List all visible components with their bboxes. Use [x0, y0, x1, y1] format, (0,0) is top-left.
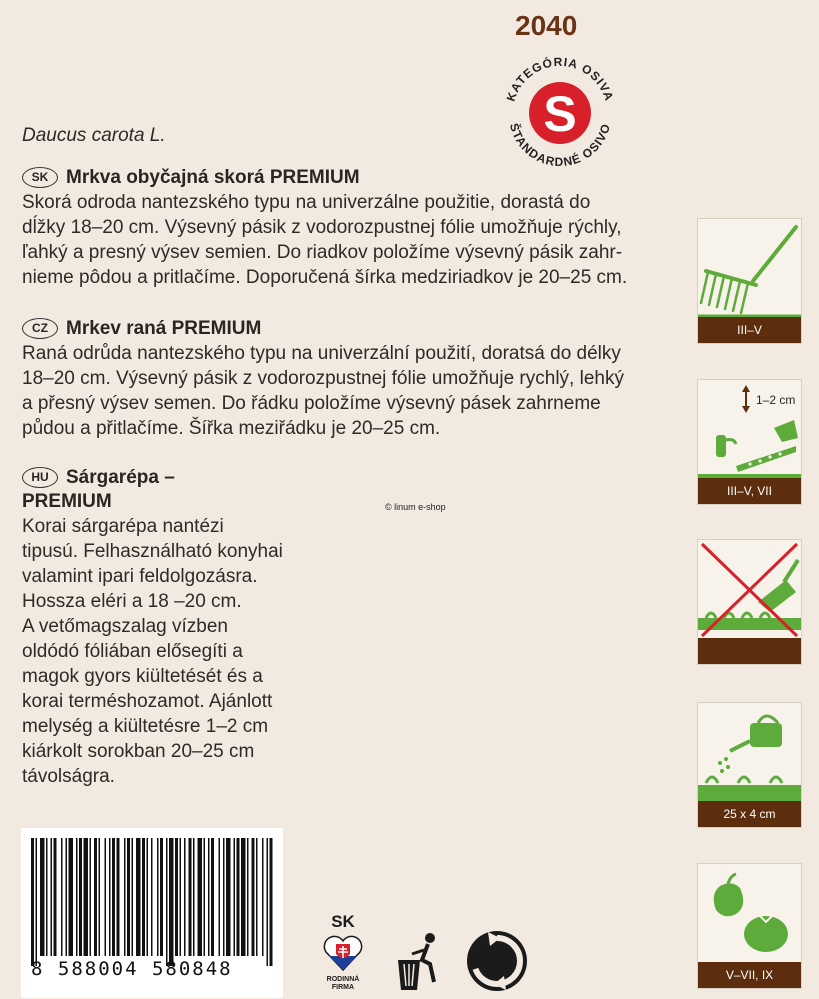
- section-sk-body: [22, 190, 627, 290]
- badge-cz: CZ: [22, 318, 58, 339]
- icon-label-rake: III–V: [698, 317, 801, 343]
- barcode-bar: [256, 838, 258, 956]
- barcode-bar: [226, 838, 231, 956]
- barcode-bar: [247, 838, 249, 956]
- barcode-bar: [112, 838, 115, 956]
- barcode-bar: [142, 838, 145, 956]
- icon-label-sowing-depth: III–V, VII: [698, 478, 801, 504]
- barcode-bar: [151, 838, 153, 956]
- barcode-bar: [157, 838, 159, 956]
- icon-card-no-transplant: [697, 539, 802, 665]
- barcode-bar: [270, 838, 273, 966]
- text-line: távolságra.: [22, 766, 115, 787]
- barcode-bar: [180, 838, 182, 956]
- depth-label: 1–2 cm: [756, 393, 796, 407]
- section-hu: [22, 467, 283, 789]
- sowing-depth-icon: [698, 380, 801, 480]
- family-label-2: FIRMA: [331, 984, 355, 991]
- barcode-bar: [84, 838, 89, 956]
- text-line: půdou a přitlačíme. Šířka meziřádku je 20–25 cm.: [22, 418, 441, 439]
- barcode-bar: [208, 838, 210, 956]
- barcode-bar: [211, 838, 214, 956]
- barcode-bar: [109, 838, 111, 956]
- section-hu-title: [22, 467, 283, 489]
- text-line: Korai sárgarépa nantézi: [22, 516, 224, 537]
- family-label-1: RODINNÁ: [326, 976, 360, 983]
- text-line: Hossza eléri a 18 –20 cm.: [22, 591, 242, 612]
- barcode-bar: [127, 838, 130, 956]
- text-line: Skorá odroda nantezského typu na univerzálne použitie, dorastá do: [22, 192, 591, 213]
- icon-label-watering: 25 x 4 cm: [698, 801, 801, 827]
- barcode-bar: [175, 838, 178, 956]
- copyright-text: © linum e-shop: [385, 502, 446, 512]
- barcode-bar: [76, 838, 78, 956]
- trash-bin-icon: [394, 930, 444, 994]
- section-cz-body: [22, 341, 624, 441]
- section-sk-title: [22, 167, 627, 189]
- barcode-bar: [237, 838, 240, 956]
- barcode-bar: [198, 838, 203, 956]
- barcode-bar: [184, 838, 186, 956]
- barcode-bar: [69, 838, 74, 956]
- sk-flag-heart-icon: [321, 932, 365, 972]
- barcode-bar: [117, 838, 120, 956]
- title-cz: Mrkev raná PREMIUM: [66, 318, 262, 339]
- sk-family-logo: [321, 912, 365, 992]
- text-line: kiárkolt sorokban 20–25 cm: [22, 741, 255, 762]
- barcode-bar: [51, 838, 53, 956]
- barcode-bar: [241, 838, 246, 956]
- latin-name: Daucus carota L.: [22, 125, 166, 146]
- text-line: korai terméshozamot. Ajánlott: [22, 691, 273, 712]
- barcode-bar: [66, 838, 68, 956]
- recycling-icon: [466, 930, 528, 992]
- barcode-bar: [160, 838, 163, 956]
- barcode-bar: [204, 838, 206, 956]
- watering-can-icon: [698, 703, 801, 803]
- title-sk: Mrkva obyčajná skorá PREMIUM: [66, 167, 360, 188]
- section-hu-body: [22, 514, 283, 789]
- barcode-bar: [40, 838, 45, 956]
- barcode-bar: [267, 838, 269, 966]
- section-cz: [22, 318, 624, 441]
- barcode-bar: [124, 838, 126, 956]
- badge-hu: HU: [22, 467, 58, 488]
- title-hu-line1: Sárgarépa –: [66, 467, 175, 488]
- text-line: oldódó fóliában elősegíti a: [22, 641, 243, 662]
- barcode-bar: [46, 838, 48, 956]
- barcode-bar: [193, 838, 195, 956]
- section-sk: [22, 167, 627, 290]
- barcode-bar: [147, 838, 149, 956]
- title-hu-line2: PREMIUM: [22, 491, 112, 512]
- barcode-bar: [262, 838, 264, 956]
- pepper-tomato-icon: [698, 864, 801, 964]
- text-line: Raná odrůda nantezského typu na univerzální použití, doratsá do délky: [22, 343, 621, 364]
- barcode-bar: [166, 838, 168, 966]
- sk-logo-label: SK: [331, 912, 355, 931]
- text-line: a přesný výsev semen. Do řádku položíme výsevný pásek zahrneme: [22, 393, 601, 414]
- barcode-bar: [54, 838, 57, 956]
- seal-bottom-text: ŠTANDARDNÉ OSIVO: [506, 121, 614, 170]
- barcode-digits: 8 588004 580848: [31, 958, 233, 980]
- text-line: melység a kiültetésre 1–2 cm: [22, 716, 269, 737]
- product-code: 2040: [515, 10, 578, 41]
- barcode-bar: [132, 838, 134, 956]
- barcode-bar: [252, 838, 255, 956]
- text-line: 18–20 cm. Výsevný pásik z vodorozpustnej fólie umožňuje rychlý, lehký: [22, 368, 624, 389]
- icon-label-no-transplant: [698, 638, 801, 664]
- icon-card-companion-plants: [697, 863, 802, 989]
- icon-card-rake: [697, 218, 802, 344]
- text-line: valamint ipari feldolgozásra.: [22, 566, 258, 587]
- barcode-bar: [90, 838, 92, 956]
- barcode-bar: [31, 838, 34, 966]
- no-transplant-icon: [698, 540, 801, 640]
- barcode-bar: [234, 838, 236, 956]
- icon-label-companion-plants: V–VII, IX: [698, 962, 801, 988]
- text-line: tipusú. Felhasználható konyhai: [22, 541, 283, 562]
- text-line: dĺžky 18–20 cm. Výsevný pásik z vodorozpustnej fólie umožňuje rýchly,: [22, 217, 622, 238]
- barcode-bar: [219, 838, 221, 956]
- rake-icon: [698, 219, 801, 319]
- barcode-bar: [136, 838, 141, 956]
- barcode-bar: [223, 838, 225, 956]
- text-line: magok gyors kiültetését és a: [22, 666, 263, 687]
- seal-letter: S: [543, 86, 577, 142]
- barcode-bar: [105, 838, 107, 956]
- barcode-bar: [169, 838, 174, 966]
- barcode-bar: [36, 838, 38, 966]
- section-cz-title: [22, 318, 624, 340]
- barcode-bars: [21, 838, 283, 968]
- standard-seed-seal: [495, 45, 625, 175]
- icon-card-sowing-depth: [697, 379, 802, 505]
- seal-top-text: KATEGÓRIA OSIVA: [503, 54, 617, 104]
- badge-sk: SK: [22, 167, 58, 188]
- text-line: A vetőmagszalag vízben: [22, 616, 228, 637]
- barcode-bar: [99, 838, 101, 956]
- text-line: ľahký a presný výsev semien. Do riadkov položíme výsevný pásik zahr-: [22, 242, 623, 263]
- barcode-bar: [61, 838, 63, 956]
- barcode-bar: [189, 838, 192, 956]
- text-line: nieme pôdou a pritlačíme. Doporučená šírka medziriadkov je 20–25 cm.: [22, 267, 628, 288]
- barcode-bar: [94, 838, 97, 956]
- barcode-bar: [79, 838, 82, 956]
- icon-card-watering: [697, 702, 802, 828]
